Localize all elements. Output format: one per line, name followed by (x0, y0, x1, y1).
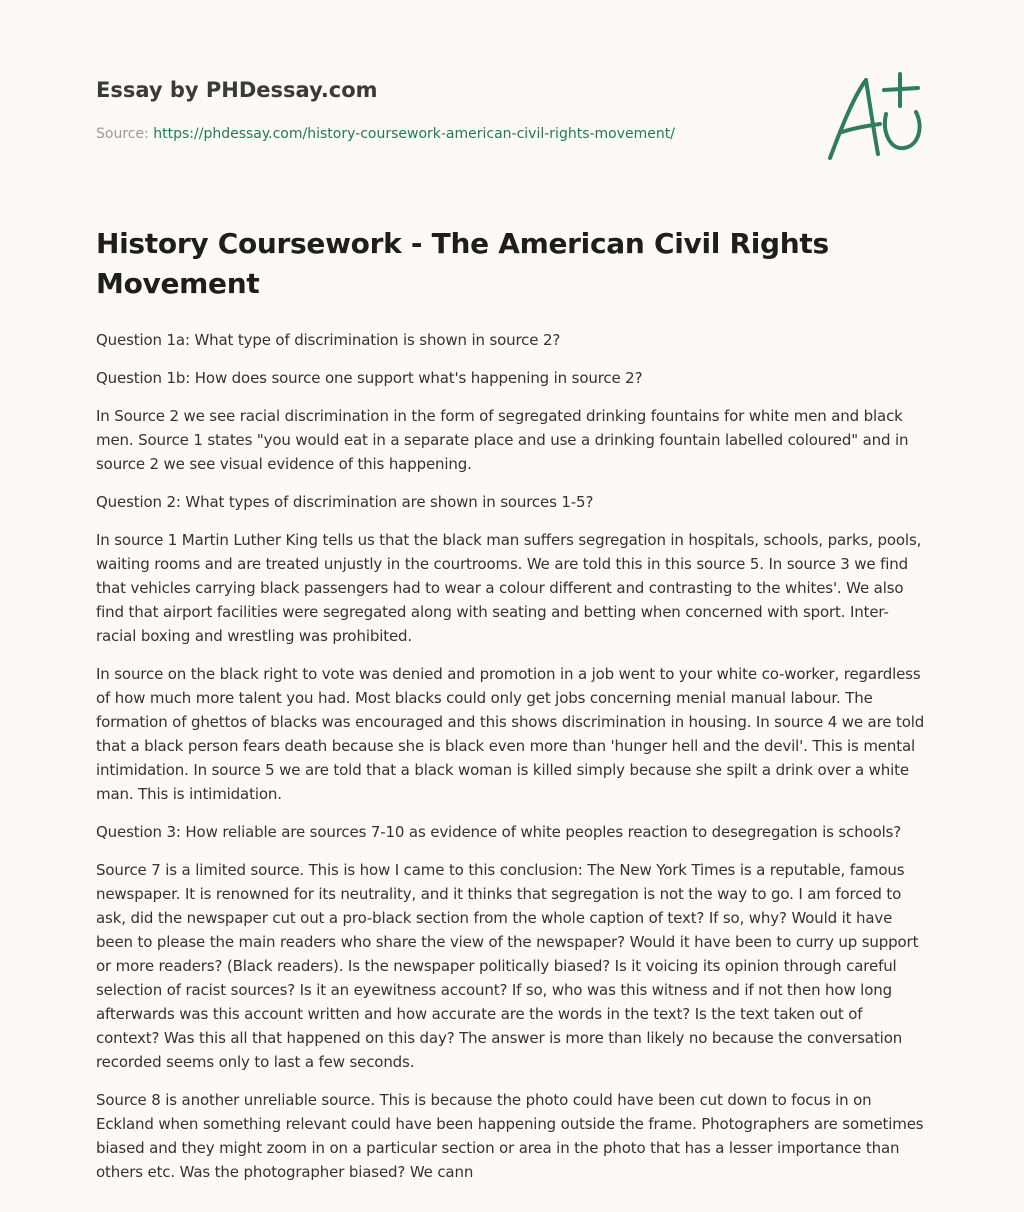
article-title: History Coursework - The American Civil Rights Movement (96, 227, 829, 300)
paragraph-question-1b: Question 1b: How does source one support what's happening in source 2? (96, 369, 643, 387)
paragraph-question-2: Question 2: What types of discrimination are shown in sources 1-5? (96, 493, 594, 511)
site-title: Essay by PHDessay.com (96, 78, 378, 102)
paragraph-answer-2b: In source on the black right to vote was denied and promotion in a job went to your white co-worker, regardless of how much more talent you had. Most blacks could only get jobs concerning menial manual labour. The formation of ghettos of blacks was encouraged and this shows discrimination in housing. In source 4 we are told that a black person fears death because she is black even more than 'hunger hell and the devil'. This is mental intimidation. In source 5 we are told that a black woman is killed simply because she spilt a drink over a white man. This is intimidation. (96, 665, 925, 803)
paragraph-source-7: Source 7 is a limited source. This is how I came to this conclusion: The New York Times is a reputable, famous newspaper. It is renowned for its neutrality, and it thinks that segregation is not the way to go. I am forced to ask, did the newspaper cut out a pro-black section from the whole caption of text? If so, why? Would it have been to please the main readers who share the view of the newspaper? Would it have been to curry up support or more readers? (Black readers). Is the newspaper politically biased? Is it voicing its opinion through careful selection of racist sources? Is it an eyewitness account? If so, who was this witness and if not then how long afterwards was this account written and how accurate are the words in the text? Is the text taken out of context? Was this all that happened on this day? The answer is more than likely no because the conversation recorded seems only to last a few seconds. (96, 861, 919, 1071)
source-label: Source: (96, 126, 154, 142)
source-link[interactable]: https://phdessay.com/history-coursework-american-civil-rights-movement/ (153, 126, 675, 142)
paragraph-answer-2a: In source 1 Martin Luther King tells us that the black man suffers segregation in hospitals, schools, parks, pools, waiting rooms and are treated unjustly in the courtrooms. We are told this in this source 5. In source 3 we find that vehicles carrying black passengers had to wear a colour different and contrasting to the whites'. We also find that airport facilities were segregated along with seating and betting when concerned with sport. Inter-racial boxing and wrestling was prohibited. (96, 531, 922, 645)
page-header (96, 74, 796, 144)
source-line (96, 124, 796, 144)
paragraph-source-8: Source 8 is another unreliable source. This is because the photo could have been cut down to focus in on Eckland when something relevant could have been happening outside the frame. Photographers are sometimes biased and they might zoom in on a particular section or area in the photo that has a lesser importance than others etc. Was the photographer biased? We cann (96, 1091, 924, 1181)
paragraph-question-1a: Question 1a: What type of discrimination is shown in source 2? (96, 331, 561, 349)
article (96, 224, 926, 1198)
paragraph-question-3: Question 3: How reliable are sources 7-10 as evidence of white peoples reaction to desegregation is schools? (96, 823, 902, 841)
a-plus-grade-icon (820, 66, 930, 166)
paragraph-answer-1: In Source 2 we see racial discrimination in the form of segregated drinking fountains for white men and black men. Source 1 states "you would eat in a separate place and use a drinking fountain labelled coloured" and in source 2 we see visual evidence of this happening. (96, 407, 909, 473)
